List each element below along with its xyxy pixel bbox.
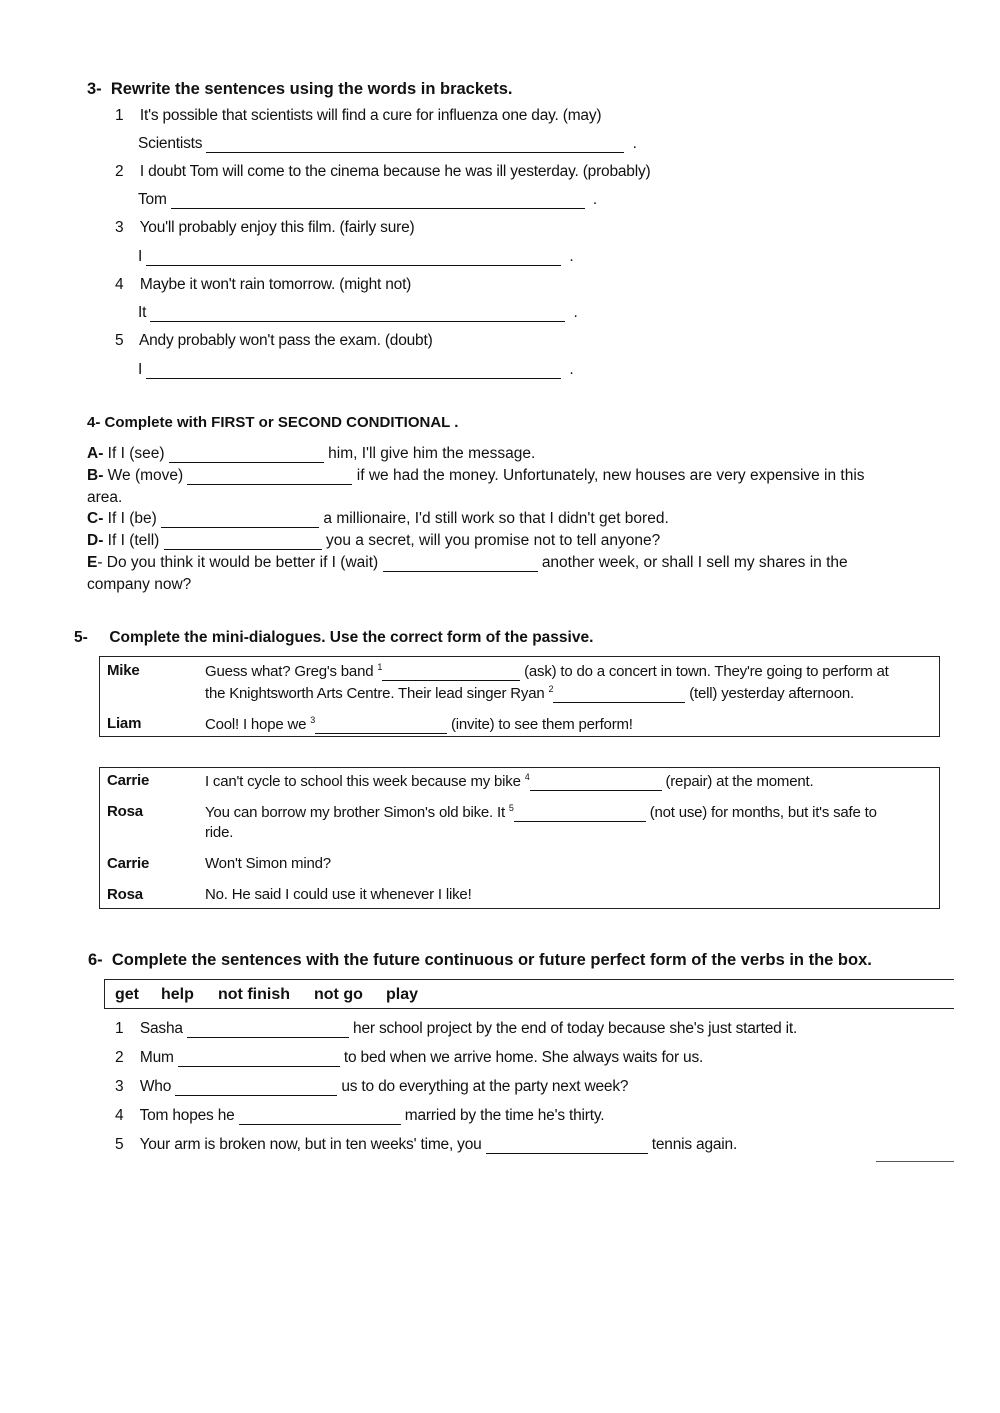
verb-4: not go [314,986,363,1003]
liam-line-1 [205,715,633,734]
text: (repair) at the moment. [665,773,814,790]
s6-gap-4-input[interactable] [239,1108,401,1125]
item-suffix: her school project by the end of today because she's just started it. [353,1020,798,1037]
s3-item-4-answer [138,304,578,322]
s6-gap-2-input[interactable] [178,1050,340,1067]
s4-b-input[interactable] [187,468,352,485]
section-6-title: Complete the sentences with the future continuous or future perfect form of the verbs in the box. [111,951,872,969]
s6-item-4 [115,1107,604,1125]
section-6-heading [88,951,872,970]
text: Cool! I hope we [205,716,307,733]
gap-number-3: 3 [310,715,316,725]
s3-item-1-answer [138,135,637,153]
section-3-number: 3- [87,80,102,98]
s4-item-b [87,467,865,485]
item-label: C- [87,510,104,527]
period: . [632,135,637,152]
s3-item-2-answer [138,191,597,209]
item-suffix: you a secret, will you promise not to tell anyone? [325,532,661,549]
item-label: B- [87,467,104,484]
s6-item-2 [115,1049,703,1067]
item-number: 3 [115,1078,124,1095]
period: . [592,191,598,208]
s6-gap-3-input[interactable] [175,1079,337,1096]
answer-start: Scientists [138,135,203,152]
item-prefix: Your arm is broken now, but in ten weeks' time, you [139,1136,482,1153]
gap-number-4: 4 [524,772,530,782]
question-text: You'll probably enjoy this film. (fairly sure) [139,219,415,236]
s4-item-e-cont: company now? [87,576,192,593]
item-prefix: Tom hopes he [139,1107,235,1124]
item-suffix: a millionaire, I'd still work so that I didn't get bored. [323,510,669,527]
s3-item-3-answer [138,248,573,266]
text: You can borrow my brother Simon's old bike. It [205,804,505,821]
text: Guess what? Greg's band [205,663,374,680]
s4-d-input[interactable] [164,533,322,550]
item-number: 1 [115,107,124,124]
passive-gap-4-input[interactable] [530,774,662,791]
item-prefix: If I (be) [103,510,157,527]
carrie-line-2: Won't Simon mind? [205,855,331,872]
verb-box [104,979,954,1009]
dialogue-box-2 [99,767,940,909]
s4-item-b-cont: area. [87,489,123,506]
item-prefix: Mum [139,1049,174,1066]
s4-item-d [87,532,660,550]
speaker-mike: Mike [107,662,140,679]
s6-gap-1-input[interactable] [187,1021,349,1038]
s6-item-1 [115,1020,797,1038]
item-number: 4 [115,276,124,293]
item-suffix: tennis again. [651,1136,738,1153]
item-label: E [87,554,98,571]
section-3-heading [87,80,512,99]
mike-line-2 [205,684,854,703]
period: . [569,248,574,265]
rosa-line-1 [205,803,877,822]
text: (invite) to see them perform! [450,716,633,733]
item-suffix: him, I'll give him the message. [328,445,536,462]
rosa-line-2: No. He said I could use it whenever I like! [205,886,472,903]
gap-number-5: 5 [508,803,514,813]
passive-gap-3-input[interactable] [315,717,447,734]
item-suffix: to bed when we arrive home. She always waits for us. [343,1049,704,1066]
item-suffix: married by the time he's thirty. [404,1107,605,1124]
passive-gap-2-input[interactable] [553,686,685,703]
item-prefix: - Do you think it would be better if I (wait) [97,554,379,571]
passive-gap-1-input[interactable] [382,664,520,681]
item-prefix: If I (tell) [103,532,160,549]
item-number: 5 [115,332,124,349]
question-text: Maybe it won't rain tomorrow. (might not) [139,276,412,293]
s3-item-5-question [115,332,433,350]
period: . [573,304,578,321]
s4-item-a [87,445,535,463]
section-5-heading [74,629,593,647]
s3-answer-3-input[interactable] [146,249,561,266]
mike-line-1 [205,662,889,681]
item-number: 2 [115,163,124,180]
text: (not use) for months, but it's safe to [649,804,877,821]
s4-c-input[interactable] [161,511,319,528]
section-5-title: Complete the mini-dialogues. Use the correct form of the passive. [109,629,594,646]
question-text: Andy probably won't pass the exam. (doubt) [139,332,433,349]
s4-item-e [87,554,848,572]
s6-gap-5-input[interactable] [486,1137,648,1154]
s6-item-5 [115,1136,737,1154]
answer-start: I [138,361,143,378]
item-prefix: Sasha [139,1020,183,1037]
s6-item-3 [115,1078,628,1096]
s4-a-input[interactable] [169,446,324,463]
item-number: 5 [115,1136,124,1153]
section-5-number: 5- [74,629,88,646]
speaker-rosa: Rosa [107,803,143,820]
item-prefix: Who [139,1078,172,1095]
item-number: 1 [115,1020,124,1037]
section-6-number: 6- [88,951,103,969]
speaker-rosa-2: Rosa [107,886,143,903]
question-text: It's possible that scientists will find a cure for influenza one day. (may) [139,107,602,124]
question-text: I doubt Tom will come to the cinema because he was ill yesterday. (probably) [139,163,651,180]
item-label: D- [87,532,104,549]
period: . [569,361,574,378]
s3-answer-1-input[interactable] [206,136,624,153]
verb-2: help [161,986,194,1003]
s3-item-5-answer [138,361,573,379]
item-prefix: If I (see) [103,445,165,462]
s3-item-4-question [115,276,411,294]
item-number: 4 [115,1107,124,1124]
answer-start: It [138,304,147,321]
rosa-line-1-cont: ride. [205,824,234,841]
s3-answer-2-input[interactable] [171,192,585,209]
text: (ask) to do a concert in town. They're going to perform at [524,663,889,680]
verb-1: get [115,986,139,1003]
item-prefix: We (move) [103,467,184,484]
speaker-carrie-2: Carrie [107,855,150,872]
s3-item-3-question [115,219,414,237]
text: I can't cycle to school this week because my bike [205,773,521,790]
item-suffix: if we had the money. Unfortunately, new houses are very expensive in this [356,467,865,484]
item-suffix: us to do everything at the party next week? [341,1078,629,1095]
answer-start: I [138,248,143,265]
dialogue-box-1 [99,656,940,737]
text: the Knightsworth Arts Centre. Their lead singer Ryan [205,685,545,702]
section-3-title: Rewrite the sentences using the words in brackets. [110,80,513,98]
s3-item-1-question [115,107,601,125]
s4-item-c [87,510,669,528]
verb-3: not finish [218,986,290,1003]
s3-answer-4-input[interactable] [150,305,565,322]
carrie-line-1 [205,772,813,791]
s3-item-2-question [115,163,650,181]
gap-number-2: 2 [548,684,554,694]
s3-answer-5-input[interactable] [146,362,561,379]
passive-gap-5-input[interactable] [514,805,646,822]
speaker-liam: Liam [107,715,142,732]
item-suffix: another week, or shall I sell my shares in the [541,554,848,571]
footer-rule [876,1161,954,1162]
answer-start: Tom [138,191,167,208]
gap-number-1: 1 [377,662,383,672]
speaker-carrie: Carrie [107,772,150,789]
verb-5: play [386,986,419,1003]
section-4-title: 4- Complete with FIRST or SECOND CONDITIONAL . [87,414,459,431]
text: (tell) yesterday afternoon. [689,685,854,702]
item-number: 3 [115,219,124,236]
item-label: A- [87,445,104,462]
item-number: 2 [115,1049,124,1066]
s4-e-input[interactable] [383,555,538,572]
